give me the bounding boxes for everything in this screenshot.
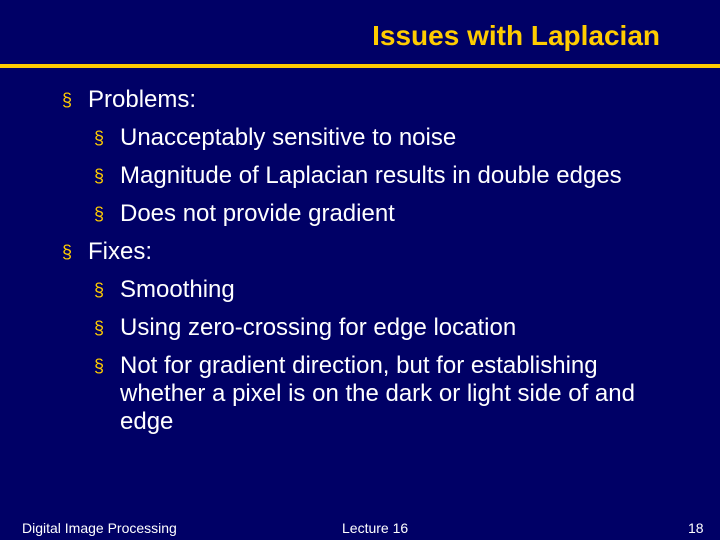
bullet-item-problems <box>0 86 720 114</box>
bullet-text: Does not provide gradient <box>120 200 395 227</box>
bullet-list <box>0 86 720 446</box>
section-bullet-icon: § <box>94 166 105 186</box>
bullet-item-fixes <box>0 238 720 266</box>
title-underline <box>0 64 720 68</box>
bullet-item-zero-crossing <box>0 314 640 342</box>
footer-lecture: Lecture 16 <box>342 520 409 536</box>
bullet-item-dark-light-side <box>0 352 640 436</box>
bullet-item-smoothing <box>0 276 640 304</box>
section-bullet-icon: § <box>94 280 105 300</box>
section-bullet-icon: § <box>94 128 105 148</box>
bullet-text: Magnitude of Laplacian results in double edges <box>120 162 622 189</box>
bullet-item-noise <box>0 124 640 152</box>
footer-course: Digital Image Processing <box>22 520 177 536</box>
bullet-text: Smoothing <box>120 276 235 303</box>
section-bullet-icon: § <box>94 318 105 338</box>
bullet-text: Fixes: <box>88 238 153 265</box>
bullet-item-double-edges <box>0 162 640 190</box>
bullet-text: Unacceptably sensitive to noise <box>120 124 457 151</box>
bullet-text: Using zero-crossing for edge location <box>120 314 517 341</box>
section-bullet-icon: § <box>94 204 105 224</box>
bullet-text: Problems: <box>88 86 197 113</box>
section-bullet-icon: § <box>94 356 105 376</box>
section-bullet-icon: § <box>62 90 73 110</box>
slide-title: Issues with Laplacian <box>372 20 660 51</box>
bullet-text: Not for gradient direction, but for establishing whether a pixel is on the dark or light side of and edge <box>120 352 635 435</box>
bullet-item-no-gradient <box>0 200 640 228</box>
page-number: 18 <box>688 520 704 536</box>
section-bullet-icon: § <box>62 242 73 262</box>
